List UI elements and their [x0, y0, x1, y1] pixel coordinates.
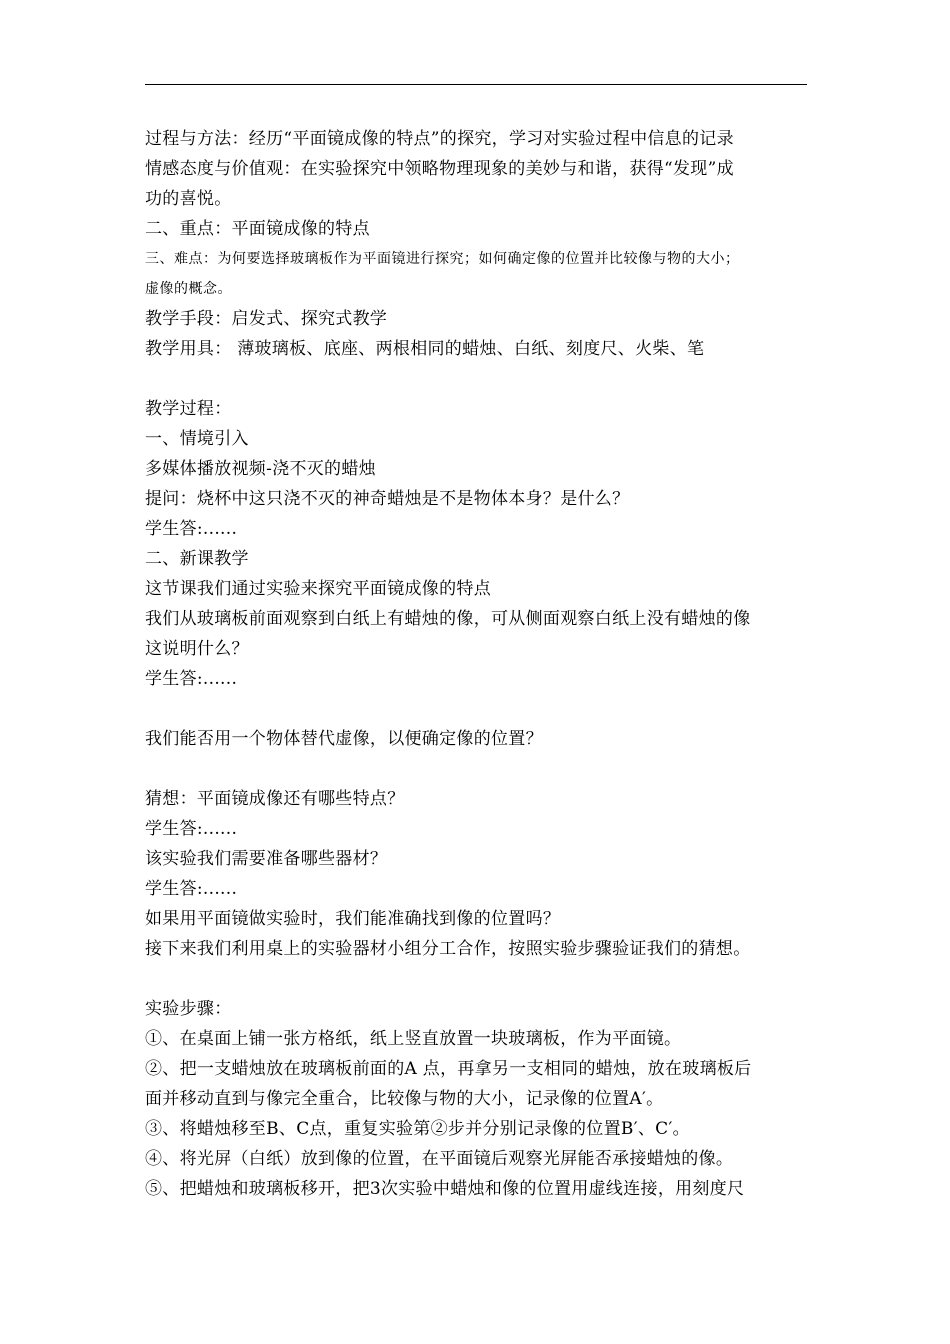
blank-line: [145, 364, 810, 394]
experiment-step-5: ⑤、把蜡烛和玻璃板移开，把3次实验中蜡烛和像的位置用虚线连接，用刻度尺: [145, 1179, 745, 1199]
paragraph-line: 这节课我们通过实验来探究平面镜成像的特点: [145, 579, 491, 599]
experiment-step-2-cont: 面并移动直到与像完全重合，比较像与物的大小，记录像的位置A′。: [145, 1089, 664, 1109]
student-answer-line: 学生答:......: [145, 519, 238, 539]
teaching-tools-line: 教学用具： 薄玻璃板、底座、两根相同的蜡烛、白纸、刻度尺、火柴、笔: [145, 339, 705, 359]
section-new-lesson-heading: 二、新课教学: [145, 549, 249, 569]
experiment-step-4: ④、将光屏（白纸）放到像的位置，在平面镜后观察光屏能否承接蜡烛的像。: [145, 1149, 734, 1169]
section-intro-heading: 一、情境引入: [145, 429, 249, 449]
blank-line: [145, 964, 810, 994]
difficulty-line: 三、难点：为何要选择玻璃板作为平面镜进行探究；如何确定像的位置并比较像与物的大小；: [145, 251, 740, 267]
experiment-step-3: ③、将蜡烛移至B、C点，重复实验第②步并分别记录像的位置B′、C′。: [145, 1119, 690, 1139]
paragraph-line: 提问：烧杯中这只浇不灭的神奇蜡烛是不是物体本身？是什么？: [145, 489, 630, 509]
blank-line: [145, 754, 810, 784]
difficulty-line-cont: 虚像的概念。: [145, 281, 232, 297]
teaching-method-line: 教学手段：启发式、探究式教学: [145, 309, 388, 329]
attitude-values-line-cont: 功的喜悦。: [145, 189, 232, 209]
experiment-step-2: ②、把一支蜡烛放在玻璃板前面的A 点，再拿另一支相同的蜡烛，放在玻璃板后: [145, 1059, 752, 1079]
student-answer-line: 学生答:......: [145, 819, 238, 839]
paragraph-line: 我们能否用一个物体替代虚像，以便确定像的位置？: [145, 729, 543, 749]
teaching-process-heading: 教学过程：: [145, 399, 232, 419]
experiment-steps-heading: 实验步骤：: [145, 999, 232, 1019]
document-body: [145, 124, 810, 1204]
paragraph-line: 该实验我们需要准备哪些器材？: [145, 849, 388, 869]
experiment-step-1: ①、在桌面上铺一张方格纸，纸上竖直放置一块玻璃板，作为平面镜。: [145, 1029, 682, 1049]
student-answer-line: 学生答:......: [145, 879, 238, 899]
key-point-line: 二、重点：平面镜成像的特点: [145, 219, 370, 239]
student-answer-line: 学生答:......: [145, 669, 238, 689]
process-method-line: 过程与方法：经历“平面镜成像的特点”的探究，学习对实验过程中信息的记录: [145, 129, 734, 149]
paragraph-line: 如果用平面镜做实验时，我们能准确找到像的位置吗？: [145, 909, 561, 929]
paragraph-line: 这说明什么？: [145, 639, 249, 659]
attitude-values-line: 情感态度与价值观：在实验探究中领略物理现象的美妙与和谐，获得“发现”成: [145, 159, 734, 179]
paragraph-line: 多媒体播放视频-浇不灭的蜡烛: [145, 459, 376, 479]
blank-line: [145, 694, 810, 724]
paragraph-line: 猜想：平面镜成像还有哪些特点？: [145, 789, 405, 809]
paragraph-line: 接下来我们利用桌上的实验器材小组分工合作，按照实验步骤验证我们的猜想。: [145, 939, 751, 959]
header-rule: [145, 84, 807, 85]
paragraph-line: 我们从玻璃板前面观察到白纸上有蜡烛的像，可从侧面观察白纸上没有蜡烛的像: [145, 609, 751, 629]
